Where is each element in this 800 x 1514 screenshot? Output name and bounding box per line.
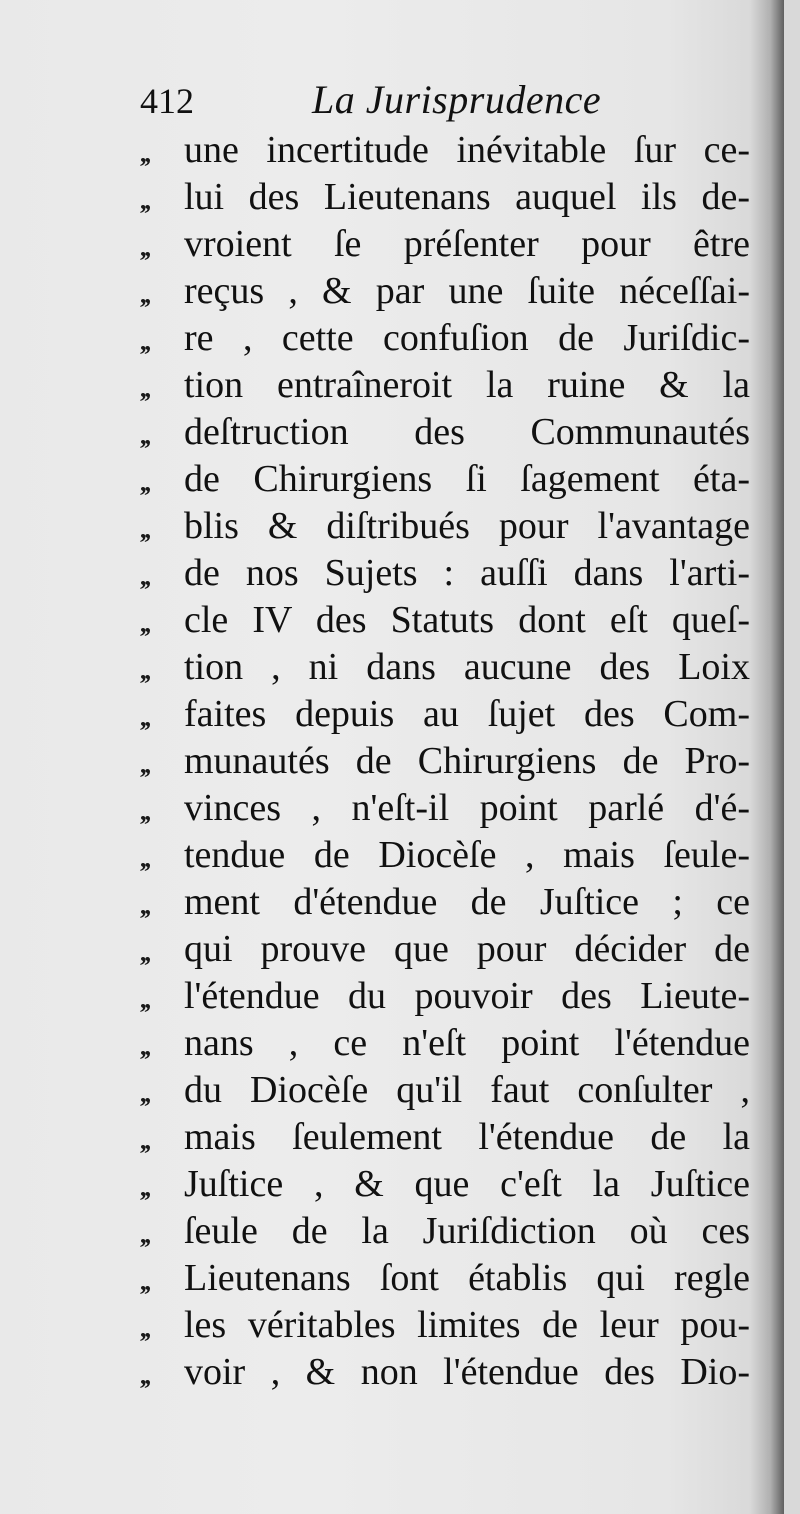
- line-text: ſeule de la Juriſdiction où ces: [184, 1210, 750, 1252]
- line-text: cle IV des Statuts dont eſt queſ-: [184, 599, 750, 641]
- text-line: [140, 974, 752, 1021]
- text-line: [140, 222, 752, 269]
- text-line: [140, 1256, 752, 1303]
- line-text: vinces , n'eſt-il point parlé d'é-: [184, 787, 750, 829]
- line-text: de nos Sujets : auſſi dans l'arti-: [184, 552, 750, 594]
- text-line: [140, 1350, 752, 1397]
- quotation-marker: ,,: [140, 750, 149, 779]
- quotation-marker: ,,: [140, 844, 149, 873]
- line-text: de Chirurgiens ſi ſagement éta-: [184, 458, 750, 500]
- line-text: une incertitude inévitable ſur ce-: [184, 129, 750, 171]
- page-header: [140, 76, 660, 126]
- line-text: les véritables limites de leur pou-: [184, 1304, 750, 1346]
- text-line: [140, 739, 752, 786]
- text-line: [140, 457, 752, 504]
- quotation-marker: ,,: [140, 327, 149, 356]
- text-line: [140, 833, 752, 880]
- text-line: [140, 927, 752, 974]
- line-text: Juſtice , & que c'eſt la Juſtice: [184, 1163, 750, 1205]
- quotation-marker: ,,: [140, 1126, 149, 1155]
- quotation-marker: ,,: [140, 1220, 149, 1249]
- line-text: re , cette confuſion de Juriſdic-: [184, 317, 750, 359]
- line-text: blis & diſtribués pour l'avantage: [184, 505, 750, 547]
- line-text: qui prouve que pour décider de: [184, 928, 750, 970]
- line-text: l'étendue du pouvoir des Lieute-: [184, 975, 750, 1017]
- quotation-marker: ,,: [140, 938, 149, 967]
- quotation-marker: ,,: [140, 421, 149, 450]
- quotation-marker: ,,: [140, 1267, 149, 1296]
- text-line: [140, 410, 752, 457]
- text-line: [140, 1303, 752, 1350]
- quotation-marker: ,,: [140, 891, 149, 920]
- text-line: [140, 128, 752, 175]
- quotation-marker: ,,: [140, 1079, 149, 1108]
- text-line: [140, 880, 752, 927]
- quotation-marker: ,,: [140, 703, 149, 732]
- text-line: [140, 175, 752, 222]
- text-line: [140, 1115, 752, 1162]
- quotation-marker: ,,: [140, 562, 149, 591]
- binding-shadow: [750, 0, 784, 1514]
- text-line: [140, 1068, 752, 1115]
- line-text: lui des Lieutenans auquel ils de-: [184, 176, 750, 218]
- quotation-marker: ,,: [140, 1361, 149, 1390]
- quotation-marker: ,,: [140, 233, 149, 262]
- line-text: faites depuis au ſujet des Com-: [184, 693, 750, 735]
- line-text: tion entraîneroit la ruine & la: [184, 364, 750, 406]
- quotation-marker: ,,: [140, 280, 149, 309]
- text-line: [140, 551, 752, 598]
- text-line: [140, 504, 752, 551]
- line-text: vroient ſe préſenter pour être: [184, 223, 750, 265]
- quotation-marker: ,,: [140, 985, 149, 1014]
- line-text: voir , & non l'étendue des Dio-: [184, 1351, 750, 1393]
- text-line: [140, 598, 752, 645]
- text-line: [140, 1162, 752, 1209]
- quotation-marker: ,,: [140, 515, 149, 544]
- quotation-marker: ,,: [140, 1032, 149, 1061]
- line-text: ment d'étendue de Juſtice ; ce: [184, 881, 750, 923]
- text-line: [140, 1209, 752, 1256]
- page-number: 412: [140, 81, 194, 121]
- quotation-marker: ,,: [140, 374, 149, 403]
- line-text: du Diocèſe qu'il faut conſulter ,: [184, 1069, 750, 1111]
- quotation-marker: ,,: [140, 186, 149, 215]
- line-text: reçus , & par une ſuite néceſſai-: [184, 270, 750, 312]
- text-line: [140, 269, 752, 316]
- line-text: munautés de Chirurgiens de Pro-: [184, 740, 750, 782]
- quotation-marker: ,,: [140, 1173, 149, 1202]
- text-line: [140, 692, 752, 739]
- quotation-marker: ,,: [140, 609, 149, 638]
- quotation-marker: ,,: [140, 797, 149, 826]
- quotation-marker: ,,: [140, 139, 149, 168]
- text-line: [140, 645, 752, 692]
- text-line: [140, 363, 752, 410]
- body-text: [140, 128, 752, 1397]
- quotation-marker: ,,: [140, 656, 149, 685]
- line-text: Lieutenans ſont établis qui regle: [184, 1257, 750, 1299]
- running-title: La Jurisprudence: [312, 77, 602, 122]
- text-line: [140, 316, 752, 363]
- quotation-marker: ,,: [140, 468, 149, 497]
- line-text: nans , ce n'eſt point l'étendue: [184, 1022, 750, 1064]
- text-line: [140, 1021, 752, 1068]
- line-text: mais ſeulement l'étendue de la: [184, 1116, 750, 1158]
- line-text: deſtruction des Communautés: [184, 411, 750, 453]
- text-line: [140, 786, 752, 833]
- line-text: tion , ni dans aucune des Loix: [184, 646, 750, 688]
- line-text: tendue de Diocèſe , mais ſeule-: [184, 834, 750, 876]
- quotation-marker: ,,: [140, 1314, 149, 1343]
